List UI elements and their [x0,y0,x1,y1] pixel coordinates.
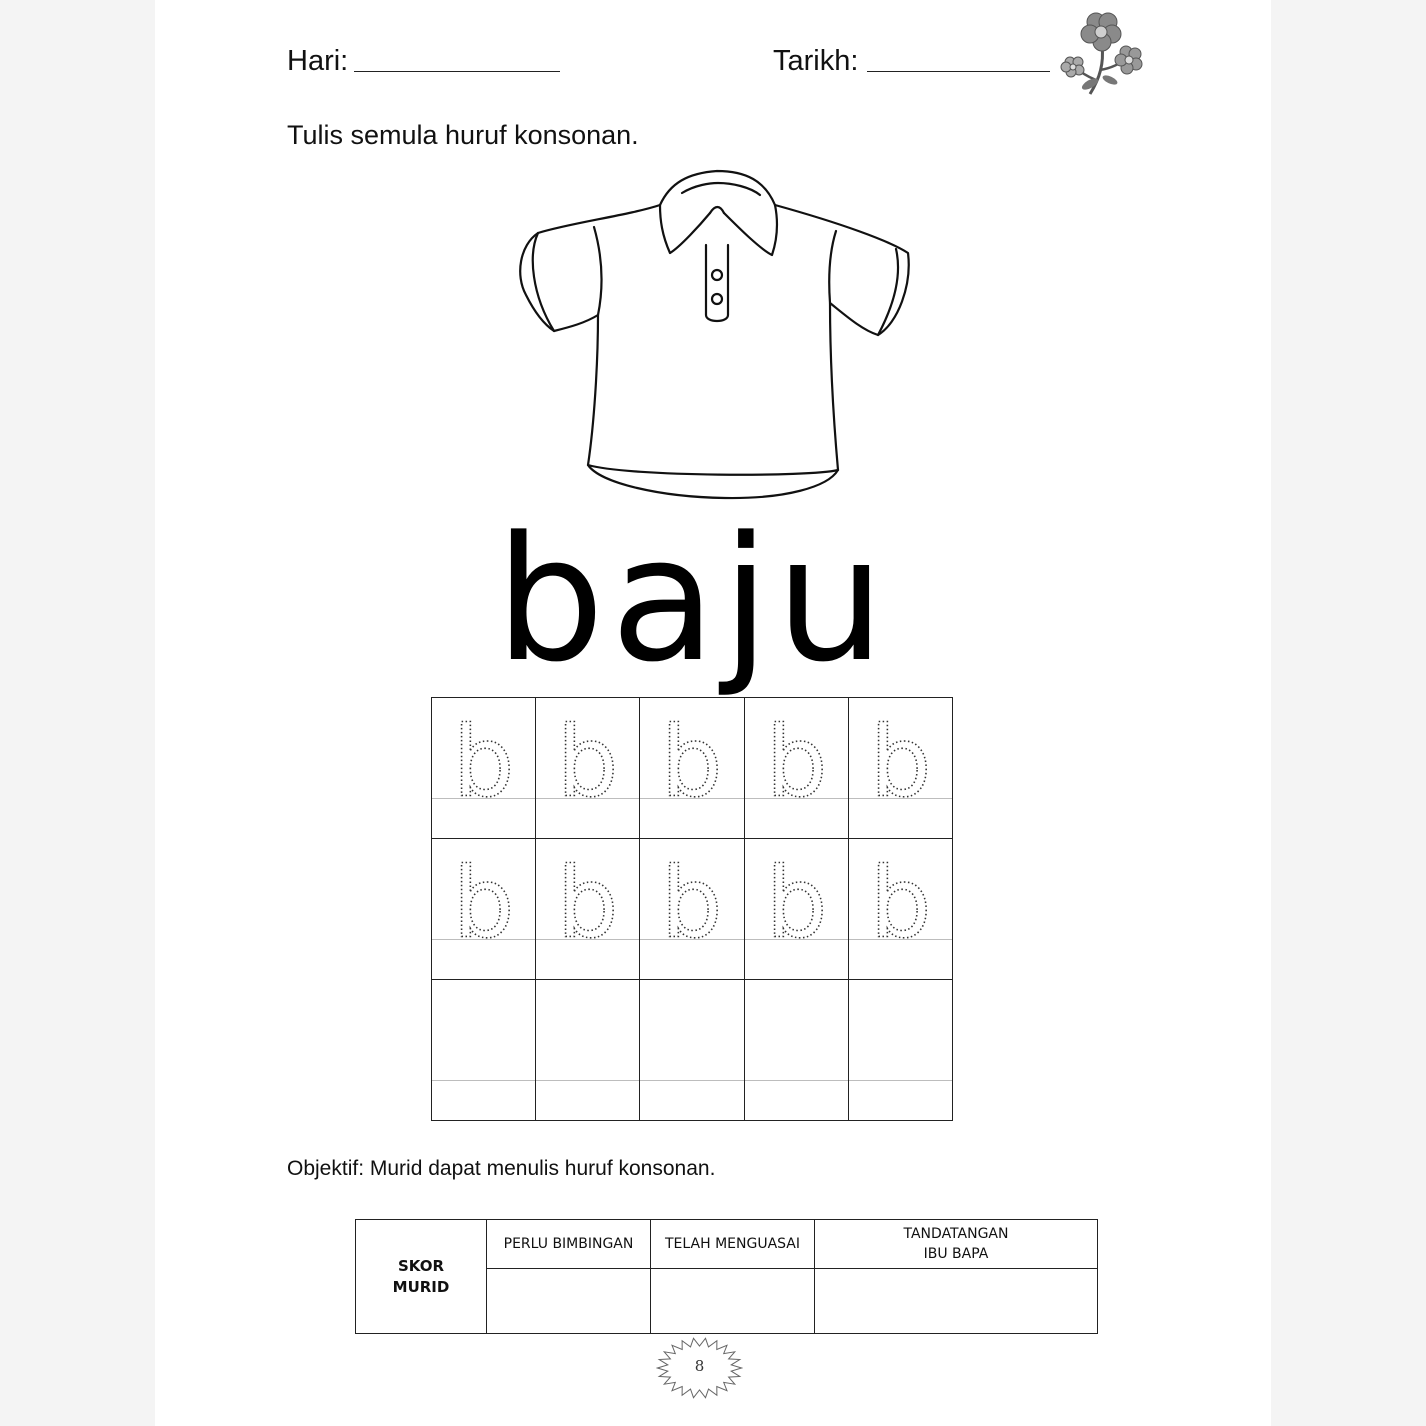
grid-row [432,839,953,980]
cell-tandatangan[interactable] [815,1269,1098,1334]
score-row-header [356,1220,487,1334]
col-telah-menguasai: TELAH MENGUASAI [651,1220,815,1269]
word-baju: baju [495,499,891,700]
dotted-letter-trace [640,857,743,939]
shirt-icon [510,165,915,505]
dotted-letter-trace [849,857,952,939]
grid-cell[interactable] [848,698,952,839]
col-tandatangan-line1: TANDATANGAN [903,1226,1009,1242]
cell-baseline [640,1080,743,1081]
grid-cell[interactable] [536,839,640,980]
col-tandatangan-line2: IBU BAPA [923,1246,989,1262]
tracing-grid [431,697,953,1121]
cell-baseline [849,1080,952,1081]
trace-letter: b [869,857,932,939]
col-tandatangan [815,1220,1098,1269]
dotted-letter-trace [849,716,952,798]
cell-baseline [536,798,639,799]
grid-cell[interactable] [640,698,744,839]
cell-baseline [536,939,639,940]
date-line [867,71,1050,72]
grid-cell[interactable] [536,698,640,839]
grid-cell[interactable] [848,980,952,1121]
objective-text: Objektif: Murid dapat menulis huruf konsonan. [287,1157,716,1180]
cell-baseline [640,939,743,940]
grid-cell[interactable] [640,839,744,980]
col-perlu-bimbingan: PERLU BIMBINGAN [487,1220,651,1269]
trace-letter: b [556,716,619,798]
grid-cell[interactable] [536,980,640,1121]
cell-perlu-bimbingan[interactable] [487,1269,651,1334]
trace-letter: b [765,857,828,939]
grid-cell[interactable] [848,839,952,980]
grid-cell[interactable] [432,980,536,1121]
dotted-letter-trace [745,857,848,939]
grid-cell[interactable] [744,839,848,980]
grid-cell[interactable] [744,980,848,1121]
grid-cell[interactable] [744,698,848,839]
score-header-line1: SKOR [397,1256,445,1275]
score-header-line2: MURID [392,1277,450,1296]
dotted-letter-trace [432,857,535,939]
grid-cell[interactable] [432,698,536,839]
day-line [354,71,560,72]
flower-icon [1060,8,1150,100]
trace-letter: b [661,716,723,798]
dotted-letter-trace [640,716,743,798]
grid-row [432,980,953,1121]
cell-baseline [745,798,848,799]
cell-baseline [536,1080,639,1081]
score-table [355,1219,1098,1334]
dotted-letter-trace [745,716,848,798]
trace-letter: b [556,857,619,939]
trace-letter: b [452,716,515,798]
trace-letter: b [452,857,515,939]
cell-baseline [849,939,952,940]
date-label: Tarikh: [773,45,859,77]
grid-cell[interactable] [640,980,744,1121]
trace-letter: b [661,857,723,939]
cell-baseline [432,1080,535,1081]
cell-baseline [745,939,848,940]
trace-letter: b [869,716,932,798]
cell-baseline [849,798,952,799]
cell-baseline [432,939,535,940]
dotted-letter-trace [432,716,535,798]
grid-row [432,698,953,839]
instruction-text: Tulis semula huruf konsonan. [287,120,639,150]
grid-cell[interactable] [432,839,536,980]
page-number: 8 [694,1357,705,1375]
trace-letter: b [765,716,828,798]
dotted-letter-trace [536,716,639,798]
day-label: Hari: [287,45,349,77]
cell-baseline [432,798,535,799]
cell-baseline [745,1080,848,1081]
cell-telah-menguasai[interactable] [651,1269,815,1334]
dotted-letter-trace [536,857,639,939]
cell-baseline [640,798,743,799]
